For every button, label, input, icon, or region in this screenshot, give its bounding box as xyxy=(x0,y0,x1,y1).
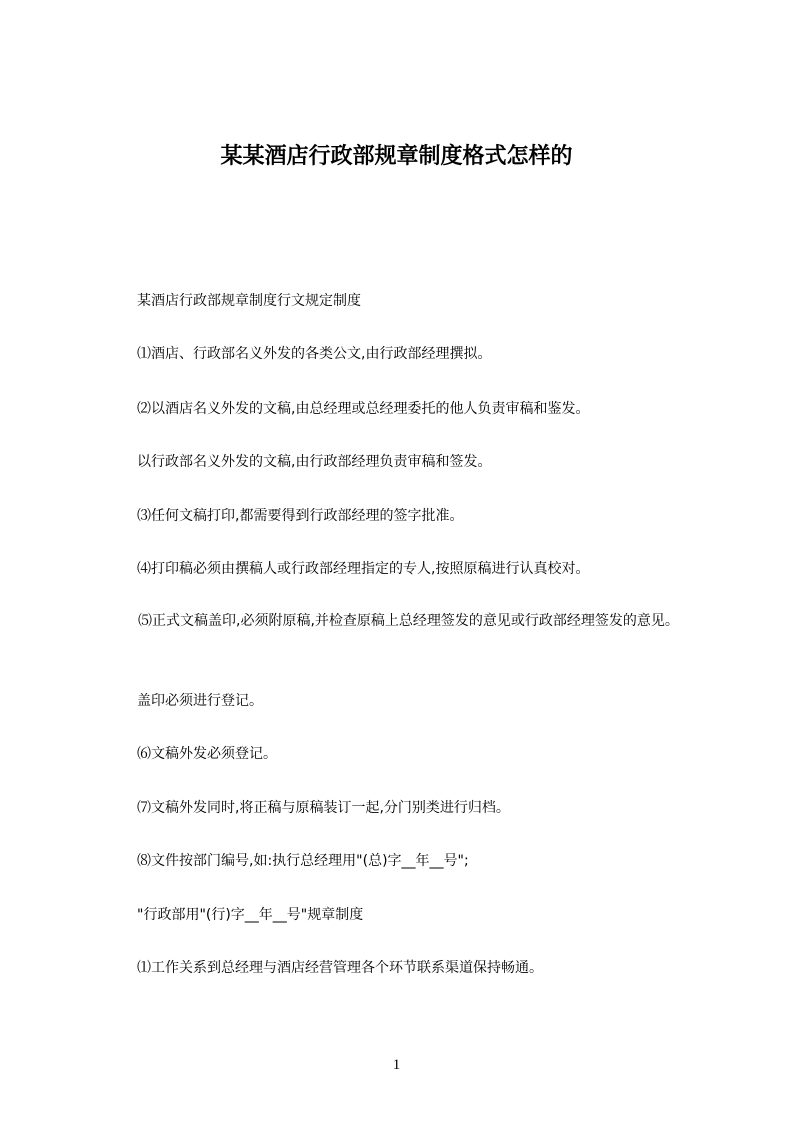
paragraph-rule-2-continued: 以行政部名义外发的文稿,由行政部经理负责审稿和签发。 xyxy=(137,454,492,470)
paragraph-rule-8-continued: "行政部用"(行)字__年__号"规章制度 xyxy=(137,907,364,923)
document-title: 某某酒店行政部规章制度格式怎样的 xyxy=(220,144,573,169)
page-number: 1 xyxy=(392,1057,401,1073)
paragraph-rule-8: ⑻文件按部门编号,如:执行总经理用"(总)字__年__号"; xyxy=(137,853,469,869)
paragraph-rule-5: ⑸正式文稿盖印,必须附原稿,并检查原稿上总经理签发的意见或行政部经理签发的意见。 xyxy=(138,613,679,629)
paragraph-rule-5-continued: 盖印必须进行登记。 xyxy=(137,693,263,709)
paragraph-work-relation-1: ⑴工作关系到总经理与酒店经营管理各个环节联系渠道保持畅通。 xyxy=(137,960,543,976)
paragraph-rule-4: ⑷打印稿必须由撰稿人或行政部经理指定的专人,按照原稿进行认真校对。 xyxy=(137,561,590,577)
paragraph-rule-2: ⑵以酒店名义外发的文稿,由总经理或总经理委托的他人负责审稿和鉴发。 xyxy=(137,401,590,417)
paragraph-rule-1: ⑴酒店、行政部名义外发的各类公文,由行政部经理撰拟。 xyxy=(137,346,492,362)
paragraph-heading: 某酒店行政部规章制度行文规定制度 xyxy=(137,293,361,309)
paragraph-rule-6: ⑹文稿外发必须登记。 xyxy=(137,746,277,762)
paragraph-rule-3: ⑶任何文稿打印,都需要得到行政部经理的签字批准。 xyxy=(137,508,464,524)
paragraph-rule-7: ⑺文稿外发同时,将正稿与原稿装订一起,分门别类进行归档。 xyxy=(137,800,510,816)
